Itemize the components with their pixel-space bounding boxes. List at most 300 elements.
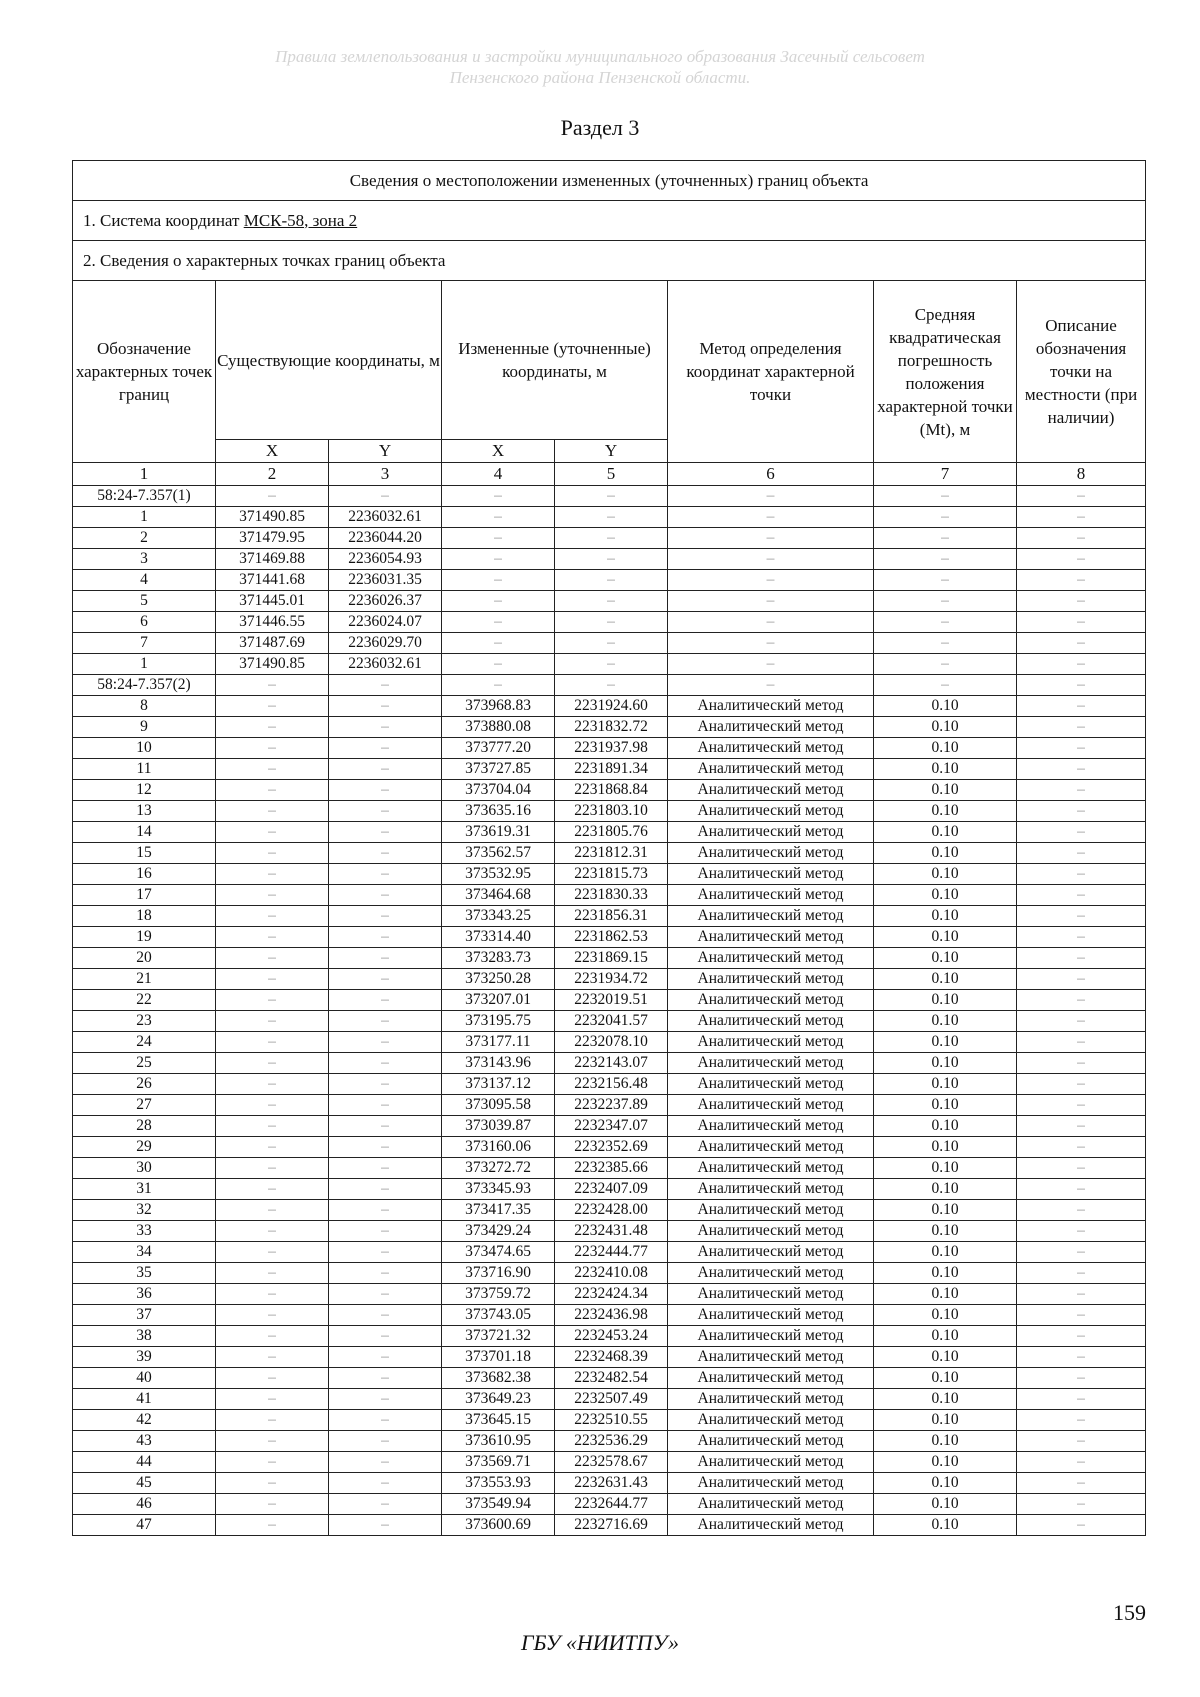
- table-cell: –: [216, 1347, 329, 1368]
- table-cell: 13: [73, 801, 216, 822]
- table-cell: 2232078.10: [555, 1032, 668, 1053]
- table-cell: –: [329, 906, 442, 927]
- table-cell: –: [1017, 717, 1146, 738]
- table-cell: Аналитический метод: [668, 1011, 874, 1032]
- table-cell: 373682.38: [442, 1368, 555, 1389]
- table-cell: 0.10: [874, 1431, 1017, 1452]
- table-cell: –: [329, 1452, 442, 1473]
- table-cell: 0.10: [874, 1242, 1017, 1263]
- table-cell: Аналитический метод: [668, 1095, 874, 1116]
- table-cell: –: [555, 654, 668, 675]
- table-cell: 373635.16: [442, 801, 555, 822]
- column-number: 6: [668, 463, 874, 486]
- table-cell: –: [329, 885, 442, 906]
- table-row: [73, 696, 1146, 717]
- table-cell: 373701.18: [442, 1347, 555, 1368]
- table-row: [73, 1074, 1146, 1095]
- table-cell: 373207.01: [442, 990, 555, 1011]
- table-cell: –: [216, 486, 329, 507]
- table-cell: 22: [73, 990, 216, 1011]
- table-cell: –: [668, 612, 874, 633]
- table-cell: 0.10: [874, 1452, 1017, 1473]
- table-cell: 58:24-7.357(2): [73, 675, 216, 696]
- table-cell: 371490.85: [216, 654, 329, 675]
- table-cell: 0.10: [874, 1284, 1017, 1305]
- footer: ГБУ «НИИТПУ»: [520, 1630, 680, 1655]
- table-cell: –: [1017, 1410, 1146, 1431]
- table-cell: –: [668, 507, 874, 528]
- table-row: [73, 1431, 1146, 1452]
- table-cell: 2232507.49: [555, 1389, 668, 1410]
- table-cell: 2231832.72: [555, 717, 668, 738]
- table-cell: 1: [73, 507, 216, 528]
- table-row: [73, 1179, 1146, 1200]
- table-cell: Аналитический метод: [668, 1494, 874, 1515]
- table-cell: 2236044.20: [329, 528, 442, 549]
- table-cell: 371441.68: [216, 570, 329, 591]
- column-number: 2: [216, 463, 329, 486]
- table-cell: –: [442, 612, 555, 633]
- table-cell: Аналитический метод: [668, 990, 874, 1011]
- coord-system-prefix: 1. Система координат: [83, 210, 244, 230]
- table-cell: 0.10: [874, 1410, 1017, 1431]
- table-cell: 0.10: [874, 696, 1017, 717]
- table-cell: –: [442, 591, 555, 612]
- table-cell: 2231830.33: [555, 885, 668, 906]
- table-cell: 2232347.07: [555, 1116, 668, 1137]
- table-cell: –: [329, 1410, 442, 1431]
- table-row: [73, 1053, 1146, 1074]
- table-cell: Аналитический метод: [668, 1263, 874, 1284]
- table-row: [73, 759, 1146, 780]
- table-cell: –: [1017, 759, 1146, 780]
- table-row: [73, 1242, 1146, 1263]
- table-cell: 2231812.31: [555, 843, 668, 864]
- table-cell: –: [874, 675, 1017, 696]
- table-cell: Аналитический метод: [668, 1389, 874, 1410]
- table-cell: 2232156.48: [555, 1074, 668, 1095]
- table-cell: –: [668, 654, 874, 675]
- table-cell: 31: [73, 1179, 216, 1200]
- table-cell: 373777.20: [442, 738, 555, 759]
- coordinates-table: [72, 160, 1146, 1536]
- table-cell: –: [1017, 1494, 1146, 1515]
- table-cell: 11: [73, 759, 216, 780]
- table-cell: –: [216, 1368, 329, 1389]
- table-cell: 2232631.43: [555, 1473, 668, 1494]
- table-cell: 2232385.66: [555, 1158, 668, 1179]
- table-cell: –: [1017, 1305, 1146, 1326]
- table-cell: Аналитический метод: [668, 1347, 874, 1368]
- table-cell: Аналитический метод: [668, 864, 874, 885]
- table-row: [73, 1515, 1146, 1536]
- table-cell: –: [1017, 1074, 1146, 1095]
- table-cell: –: [668, 591, 874, 612]
- table-cell: –: [216, 717, 329, 738]
- table-cell: 23: [73, 1011, 216, 1032]
- table-cell: 2236032.61: [329, 654, 442, 675]
- table-cell: Аналитический метод: [668, 1053, 874, 1074]
- table-cell: –: [1017, 1011, 1146, 1032]
- table-cell: –: [329, 1032, 442, 1053]
- table-cell: –: [1017, 1263, 1146, 1284]
- table-cell: Аналитический метод: [668, 822, 874, 843]
- table-row: [73, 990, 1146, 1011]
- table-cell: 47: [73, 1515, 216, 1536]
- table-cell: –: [1017, 528, 1146, 549]
- table-row: [73, 1095, 1146, 1116]
- table-cell: –: [1017, 570, 1146, 591]
- table-cell: 0.10: [874, 1200, 1017, 1221]
- table-cell: –: [1017, 1347, 1146, 1368]
- table-cell: –: [329, 1053, 442, 1074]
- table-cell: 2232431.48: [555, 1221, 668, 1242]
- table-cell: –: [874, 654, 1017, 675]
- table-cell: 20: [73, 948, 216, 969]
- table-cell: –: [216, 1494, 329, 1515]
- table-cell: 373283.73: [442, 948, 555, 969]
- table-cell: 32: [73, 1200, 216, 1221]
- table-cell: 373880.08: [442, 717, 555, 738]
- table-cell: –: [668, 570, 874, 591]
- table-cell: 0.10: [874, 1053, 1017, 1074]
- table-cell: 0.10: [874, 1494, 1017, 1515]
- table-row: [73, 864, 1146, 885]
- table-cell: –: [442, 675, 555, 696]
- table-cell: 373743.05: [442, 1305, 555, 1326]
- table-cell: 0.10: [874, 927, 1017, 948]
- table-cell: 45: [73, 1473, 216, 1494]
- table-cell: –: [329, 1326, 442, 1347]
- table-cell: Аналитический метод: [668, 801, 874, 822]
- table-cell: 373137.12: [442, 1074, 555, 1095]
- table-cell: Аналитический метод: [668, 948, 874, 969]
- header-designation: Обозначение характерных точек границ: [73, 281, 216, 463]
- table-cell: –: [668, 633, 874, 654]
- table-cell: 0.10: [874, 948, 1017, 969]
- table-row: [73, 675, 1146, 696]
- table-cell: Аналитический метод: [668, 927, 874, 948]
- table-cell: Аналитический метод: [668, 759, 874, 780]
- table-cell: –: [329, 1515, 442, 1536]
- table-title: Сведения о местоположении измененных (уточненных) границ объекта: [73, 161, 1146, 201]
- table-cell: 43: [73, 1431, 216, 1452]
- table-cell: 42: [73, 1410, 216, 1431]
- table-cell: 58:24-7.357(1): [73, 486, 216, 507]
- table-cell: 373600.69: [442, 1515, 555, 1536]
- table-cell: Аналитический метод: [668, 1158, 874, 1179]
- table-cell: 0.10: [874, 1263, 1017, 1284]
- table-cell: 3: [73, 549, 216, 570]
- table-cell: 1: [73, 654, 216, 675]
- table-cell: 14: [73, 822, 216, 843]
- table-cell: –: [216, 1515, 329, 1536]
- table-row: [73, 906, 1146, 927]
- table-cell: –: [1017, 1095, 1146, 1116]
- table-row: [73, 549, 1146, 570]
- table-cell: –: [216, 1284, 329, 1305]
- table-cell: –: [442, 528, 555, 549]
- table-cell: –: [1017, 1452, 1146, 1473]
- table-cell: –: [216, 948, 329, 969]
- table-row: [73, 1389, 1146, 1410]
- table-cell: –: [216, 927, 329, 948]
- table-row: [73, 570, 1146, 591]
- table-cell: –: [216, 1452, 329, 1473]
- table-cell: Аналитический метод: [668, 1221, 874, 1242]
- table-cell: 6: [73, 612, 216, 633]
- table-cell: 373160.06: [442, 1137, 555, 1158]
- table-row: [73, 801, 1146, 822]
- header-description: Описание обозначения точки на местности (при наличии): [1017, 281, 1146, 463]
- table-cell: –: [555, 612, 668, 633]
- table-cell: –: [216, 1011, 329, 1032]
- table-cell: –: [329, 780, 442, 801]
- table-cell: –: [216, 906, 329, 927]
- table-cell: 4: [73, 570, 216, 591]
- table-cell: 373716.90: [442, 1263, 555, 1284]
- table-cell: 40: [73, 1368, 216, 1389]
- table-cell: 373759.72: [442, 1284, 555, 1305]
- table-row: [73, 528, 1146, 549]
- table-cell: –: [216, 1200, 329, 1221]
- table-cell: 0.10: [874, 1116, 1017, 1137]
- table-cell: –: [329, 1137, 442, 1158]
- table-row: [73, 1284, 1146, 1305]
- table-cell: –: [1017, 969, 1146, 990]
- table-cell: –: [442, 633, 555, 654]
- table-cell: 12: [73, 780, 216, 801]
- table-row: [73, 969, 1146, 990]
- table-cell: 0.10: [874, 822, 1017, 843]
- table-cell: 373474.65: [442, 1242, 555, 1263]
- table-cell: –: [216, 1473, 329, 1494]
- table-cell: 2232407.09: [555, 1179, 668, 1200]
- table-cell: 0.10: [874, 1389, 1017, 1410]
- table-cell: 373532.95: [442, 864, 555, 885]
- table-cell: 373429.24: [442, 1221, 555, 1242]
- table-cell: 373177.11: [442, 1032, 555, 1053]
- table-cell: 0.10: [874, 906, 1017, 927]
- table-cell: –: [874, 591, 1017, 612]
- column-number: 1: [73, 463, 216, 486]
- table-cell: 0.10: [874, 717, 1017, 738]
- table-cell: 0.10: [874, 1221, 1017, 1242]
- column-number: 5: [555, 463, 668, 486]
- table-cell: 2232436.98: [555, 1305, 668, 1326]
- header-changed-y: Y: [555, 440, 668, 463]
- table-cell: –: [216, 885, 329, 906]
- table-cell: –: [329, 1494, 442, 1515]
- table-cell: –: [1017, 1137, 1146, 1158]
- table-row: [73, 1263, 1146, 1284]
- table-row: [73, 1368, 1146, 1389]
- table-cell: –: [1017, 822, 1146, 843]
- table-cell: –: [329, 696, 442, 717]
- table-cell: –: [555, 675, 668, 696]
- table-cell: –: [329, 1011, 442, 1032]
- table-cell: –: [1017, 654, 1146, 675]
- table-cell: 44: [73, 1452, 216, 1473]
- table-cell: –: [216, 1221, 329, 1242]
- table-cell: 36: [73, 1284, 216, 1305]
- table-cell: 373345.93: [442, 1179, 555, 1200]
- table-cell: 2232482.54: [555, 1368, 668, 1389]
- table-cell: –: [216, 1074, 329, 1095]
- table-cell: 0.10: [874, 1179, 1017, 1200]
- table-cell: –: [329, 822, 442, 843]
- page-number: 159: [1113, 1600, 1146, 1625]
- table-cell: –: [329, 717, 442, 738]
- table-cell: 373553.93: [442, 1473, 555, 1494]
- table-cell: 373195.75: [442, 1011, 555, 1032]
- table-cell: –: [329, 1473, 442, 1494]
- table-cell: 373314.40: [442, 927, 555, 948]
- table-cell: 2232510.55: [555, 1410, 668, 1431]
- table-cell: –: [1017, 1515, 1146, 1536]
- table-cell: Аналитический метод: [668, 1515, 874, 1536]
- table-cell: 46: [73, 1494, 216, 1515]
- table-row: [73, 738, 1146, 759]
- table-cell: –: [1017, 591, 1146, 612]
- table-cell: 373704.04: [442, 780, 555, 801]
- table-cell: –: [1017, 738, 1146, 759]
- table-cell: Аналитический метод: [668, 1200, 874, 1221]
- table-cell: –: [329, 1095, 442, 1116]
- table-row: [73, 1011, 1146, 1032]
- table-cell: 18: [73, 906, 216, 927]
- table-cell: –: [329, 486, 442, 507]
- table-cell: –: [329, 1431, 442, 1452]
- table-cell: 373250.28: [442, 969, 555, 990]
- section-title: Раздел 3: [560, 115, 640, 140]
- table-cell: –: [329, 1242, 442, 1263]
- table-row: [73, 885, 1146, 906]
- table-cell: 0.10: [874, 759, 1017, 780]
- table-cell: 2232453.24: [555, 1326, 668, 1347]
- table-cell: Аналитический метод: [668, 906, 874, 927]
- table-cell: 371446.55: [216, 612, 329, 633]
- table-cell: –: [1017, 927, 1146, 948]
- header-existing-x: X: [216, 440, 329, 463]
- table-cell: –: [329, 1305, 442, 1326]
- header-changed-x: X: [442, 440, 555, 463]
- table-row: [73, 1347, 1146, 1368]
- table-cell: –: [216, 675, 329, 696]
- table-row: [73, 1137, 1146, 1158]
- table-cell: Аналитический метод: [668, 738, 874, 759]
- table-cell: –: [216, 780, 329, 801]
- table-cell: Аналитический метод: [668, 1473, 874, 1494]
- table-cell: 2236031.35: [329, 570, 442, 591]
- points-info: 2. Сведения о характерных точках границ объекта: [73, 241, 1146, 281]
- table-cell: –: [216, 864, 329, 885]
- table-cell: Аналитический метод: [668, 780, 874, 801]
- table-cell: 0.10: [874, 1095, 1017, 1116]
- table-cell: –: [1017, 1242, 1146, 1263]
- table-cell: 0.10: [874, 1011, 1017, 1032]
- table-cell: –: [329, 1179, 442, 1200]
- table-cell: –: [1017, 612, 1146, 633]
- coord-system-value: МСК-58, зона 2: [243, 210, 358, 230]
- table-row: [73, 717, 1146, 738]
- table-cell: –: [216, 1116, 329, 1137]
- table-cell: Аналитический метод: [668, 1242, 874, 1263]
- table-cell: 0.10: [874, 1347, 1017, 1368]
- table-cell: –: [555, 549, 668, 570]
- table-cell: –: [216, 1158, 329, 1179]
- table-cell: –: [874, 549, 1017, 570]
- table-cell: –: [1017, 885, 1146, 906]
- table-cell: –: [874, 486, 1017, 507]
- table-cell: –: [216, 822, 329, 843]
- table-cell: –: [874, 528, 1017, 549]
- table-cell: –: [329, 1200, 442, 1221]
- table-cell: –: [1017, 633, 1146, 654]
- table-row: [73, 591, 1146, 612]
- table-cell: –: [874, 570, 1017, 591]
- table-cell: –: [329, 864, 442, 885]
- table-cell: 2232143.07: [555, 1053, 668, 1074]
- table-row: [73, 507, 1146, 528]
- table-cell: 25: [73, 1053, 216, 1074]
- table-cell: Аналитический метод: [668, 717, 874, 738]
- table-cell: –: [668, 528, 874, 549]
- table-cell: –: [216, 1137, 329, 1158]
- table-cell: –: [442, 486, 555, 507]
- table-cell: –: [1017, 990, 1146, 1011]
- table-cell: 0.10: [874, 864, 1017, 885]
- table-cell: 2: [73, 528, 216, 549]
- table-cell: Аналитический метод: [668, 1431, 874, 1452]
- table-cell: –: [216, 990, 329, 1011]
- table-cell: –: [329, 969, 442, 990]
- table-cell: –: [442, 654, 555, 675]
- table-cell: 19: [73, 927, 216, 948]
- table-cell: 373464.68: [442, 885, 555, 906]
- table-cell: 2232424.34: [555, 1284, 668, 1305]
- table-cell: 0.10: [874, 738, 1017, 759]
- table-cell: Аналитический метод: [668, 885, 874, 906]
- table-cell: 0.10: [874, 885, 1017, 906]
- table-cell: 373619.31: [442, 822, 555, 843]
- table-cell: 35: [73, 1263, 216, 1284]
- table-cell: 27: [73, 1095, 216, 1116]
- table-cell: –: [216, 1305, 329, 1326]
- table-cell: 30: [73, 1158, 216, 1179]
- table-cell: –: [1017, 549, 1146, 570]
- column-number: 4: [442, 463, 555, 486]
- header-existing-y: Y: [329, 440, 442, 463]
- table-cell: –: [1017, 696, 1146, 717]
- table-cell: 8: [73, 696, 216, 717]
- table-cell: 2232041.57: [555, 1011, 668, 1032]
- table-cell: 0.10: [874, 1326, 1017, 1347]
- table-row: [73, 1410, 1146, 1431]
- table-cell: 2236026.37: [329, 591, 442, 612]
- table-cell: –: [1017, 864, 1146, 885]
- table-cell: 373645.15: [442, 1410, 555, 1431]
- table-cell: –: [216, 801, 329, 822]
- table-cell: –: [216, 1389, 329, 1410]
- header-method: Метод определения координат характерной точки: [668, 281, 874, 463]
- header-existing: Существующие координаты, м: [216, 281, 442, 440]
- table-row: [73, 1158, 1146, 1179]
- table-cell: –: [329, 990, 442, 1011]
- table-cell: 21: [73, 969, 216, 990]
- table-cell: –: [216, 696, 329, 717]
- table-cell: 373569.71: [442, 1452, 555, 1473]
